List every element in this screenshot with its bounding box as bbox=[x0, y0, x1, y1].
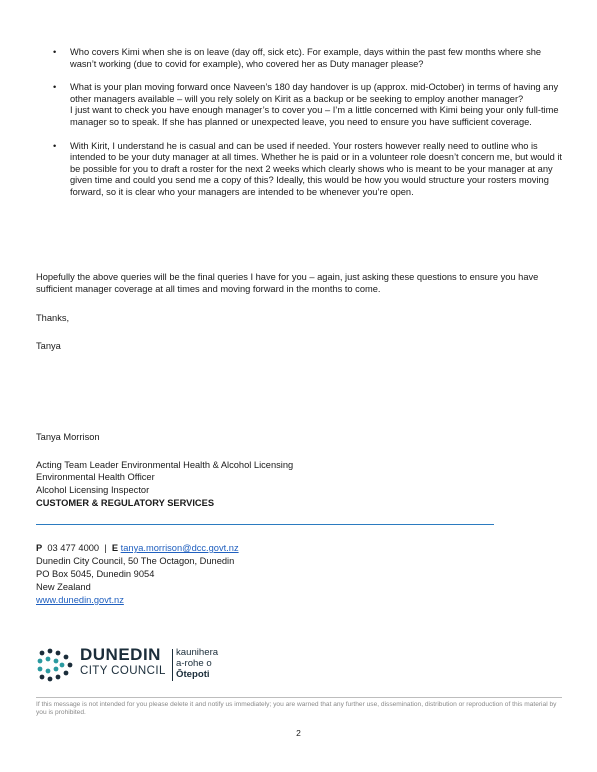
contact-separator: | bbox=[104, 543, 107, 553]
logo-wordmark-city-council: CITY COUNCIL bbox=[80, 665, 166, 677]
phone-number: 03 477 4000 bbox=[47, 543, 100, 553]
logo-divider bbox=[172, 649, 173, 681]
query-list bbox=[36, 47, 566, 211]
bullet-continuation: I just want to check you have enough manager’s to cover you – I’m a little concerned with Kimi being your only full-time manager so to speak. If she has planned or unexpected leave, you need to ensure you have sufficient coverage. bbox=[70, 105, 559, 127]
address-line: PO Box 5045, Dunedin 9054 bbox=[36, 569, 155, 579]
signature-title: Acting Team Leader Environmental Health & Alcohol Licensing bbox=[36, 460, 294, 470]
email-link[interactable]: tanya.morrison@dcc.govt.nz bbox=[120, 543, 239, 553]
bullet-text: Who covers Kimi when she is on leave (day off, sick etc). For example, days within the past few months where she wasn’t working (due to covid for example), who covered her as Duty manager please? bbox=[70, 47, 542, 69]
logo-maori-line: a-rohe o bbox=[176, 658, 212, 669]
signature-title: Alcohol Licensing Inspector bbox=[36, 485, 150, 495]
website-line bbox=[36, 595, 124, 607]
signature-full-name: Tanya Morrison bbox=[36, 432, 100, 442]
list-item bbox=[36, 141, 566, 199]
dunedin-city-council-logo bbox=[36, 645, 226, 685]
phone-label: P bbox=[36, 543, 43, 553]
logo-maori-line: kaunihera bbox=[176, 647, 219, 658]
website-link[interactable]: www.dunedin.govt.nz bbox=[36, 595, 124, 605]
bullet-marker: • bbox=[53, 82, 57, 93]
logo-wordmark-dunedin: DUNEDIN bbox=[80, 645, 161, 664]
footer-divider bbox=[36, 697, 562, 698]
email-label: E bbox=[111, 543, 119, 553]
email-disclaimer: If this message is not intended for you please delete it and notify us immediately; you are warned that any further use, dissemination, distribution or reproduction of this material by you is prohibited. bbox=[36, 701, 557, 717]
closing-paragraph: Hopefully the above queries will be the final queries I have for you – again, just asking these questions to ensure you have sufficient manager coverage at all times and moving forward in the months to come. bbox=[36, 272, 539, 294]
bullet-marker: • bbox=[53, 47, 57, 57]
contact-line bbox=[36, 543, 239, 555]
logo-maori-line: Ōtepoti bbox=[176, 669, 210, 680]
logo-maori-name bbox=[176, 647, 218, 680]
signature-title: Environmental Health Officer bbox=[36, 472, 155, 482]
bullet-text: With Kirit, I understand he is casual and can be used if needed. Your rosters however really need to outline who is intended to be your duty manager at all times. Whether he is paid or in a volunteer role doesn’t concern me, but would it be possible for you to draft a roster for the next 2 weeks which clearly shows who is meant to be your manager at any given time and could you send me a copy of this? Ideally, this would be how you would structure your rosters moving forward, so it is clear who your managers are intended to be whenever you’re open. bbox=[70, 140, 562, 197]
bullet-marker: • bbox=[53, 140, 57, 151]
dcc-emblem-icon bbox=[36, 647, 76, 683]
sender-first-name: Tanya bbox=[36, 341, 61, 351]
signature-divider bbox=[36, 524, 494, 525]
address-line: New Zealand bbox=[36, 582, 91, 592]
signature-department: CUSTOMER & REGULATORY SERVICES bbox=[36, 498, 215, 508]
list-item bbox=[36, 47, 566, 70]
signoff: Thanks, bbox=[36, 313, 70, 323]
bullet-text: What is your plan moving forward once Naveen’s 180 day handover is up (approx. mid-October) in terms of having any other managers available – will you rely solely on Kirit as a backup or be seeking to employ another manager? bbox=[70, 82, 559, 104]
address-line: Dunedin City Council, 50 The Octagon, Dunedin bbox=[36, 556, 235, 566]
list-item bbox=[36, 82, 566, 128]
page-number: 2 bbox=[296, 728, 301, 738]
